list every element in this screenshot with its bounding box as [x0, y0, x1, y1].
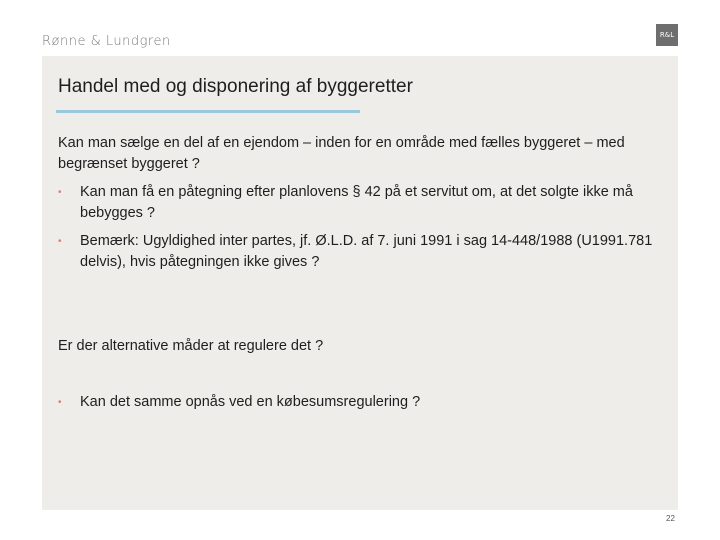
- bullet-icon: •: [58, 397, 62, 408]
- intro-paragraph: Kan man sælge en del af en ejendom – inden for en område med fælles byggeret – med begrænset byggeret ?: [58, 135, 625, 172]
- bullet-text: Kan man få en påtegning efter planlovens § 42 på et servitut om, at det solgte ikke må bebygges ?: [80, 184, 633, 221]
- slide-content-panel: [42, 56, 678, 510]
- bullet-item: [58, 392, 660, 413]
- bullet-text: Bemærk: Ugyldighed inter partes, jf. Ø.L.D. af 7. juni 1991 i sag 14-448/1988 (U1991.781 delvis), hvis påtegningen ikke gives ?: [80, 233, 653, 270]
- bullet-item: [58, 231, 660, 273]
- bullet-icon: •: [58, 236, 62, 247]
- company-logo-text: Rønne & Lundgren: [42, 34, 171, 49]
- bullet-text: Kan det samme opnås ved en købesumsregulering ?: [80, 394, 421, 410]
- bullet-icon: •: [58, 187, 62, 198]
- bullet-item: [58, 182, 660, 224]
- title-underline: [56, 110, 360, 113]
- company-logo-badge: R&L: [656, 24, 678, 46]
- slide-title: Handel med og disponering af byggeretter: [58, 76, 413, 97]
- question-paragraph: Er der alternative måder at regulere det ?: [58, 338, 324, 354]
- page-number: 22: [666, 514, 675, 523]
